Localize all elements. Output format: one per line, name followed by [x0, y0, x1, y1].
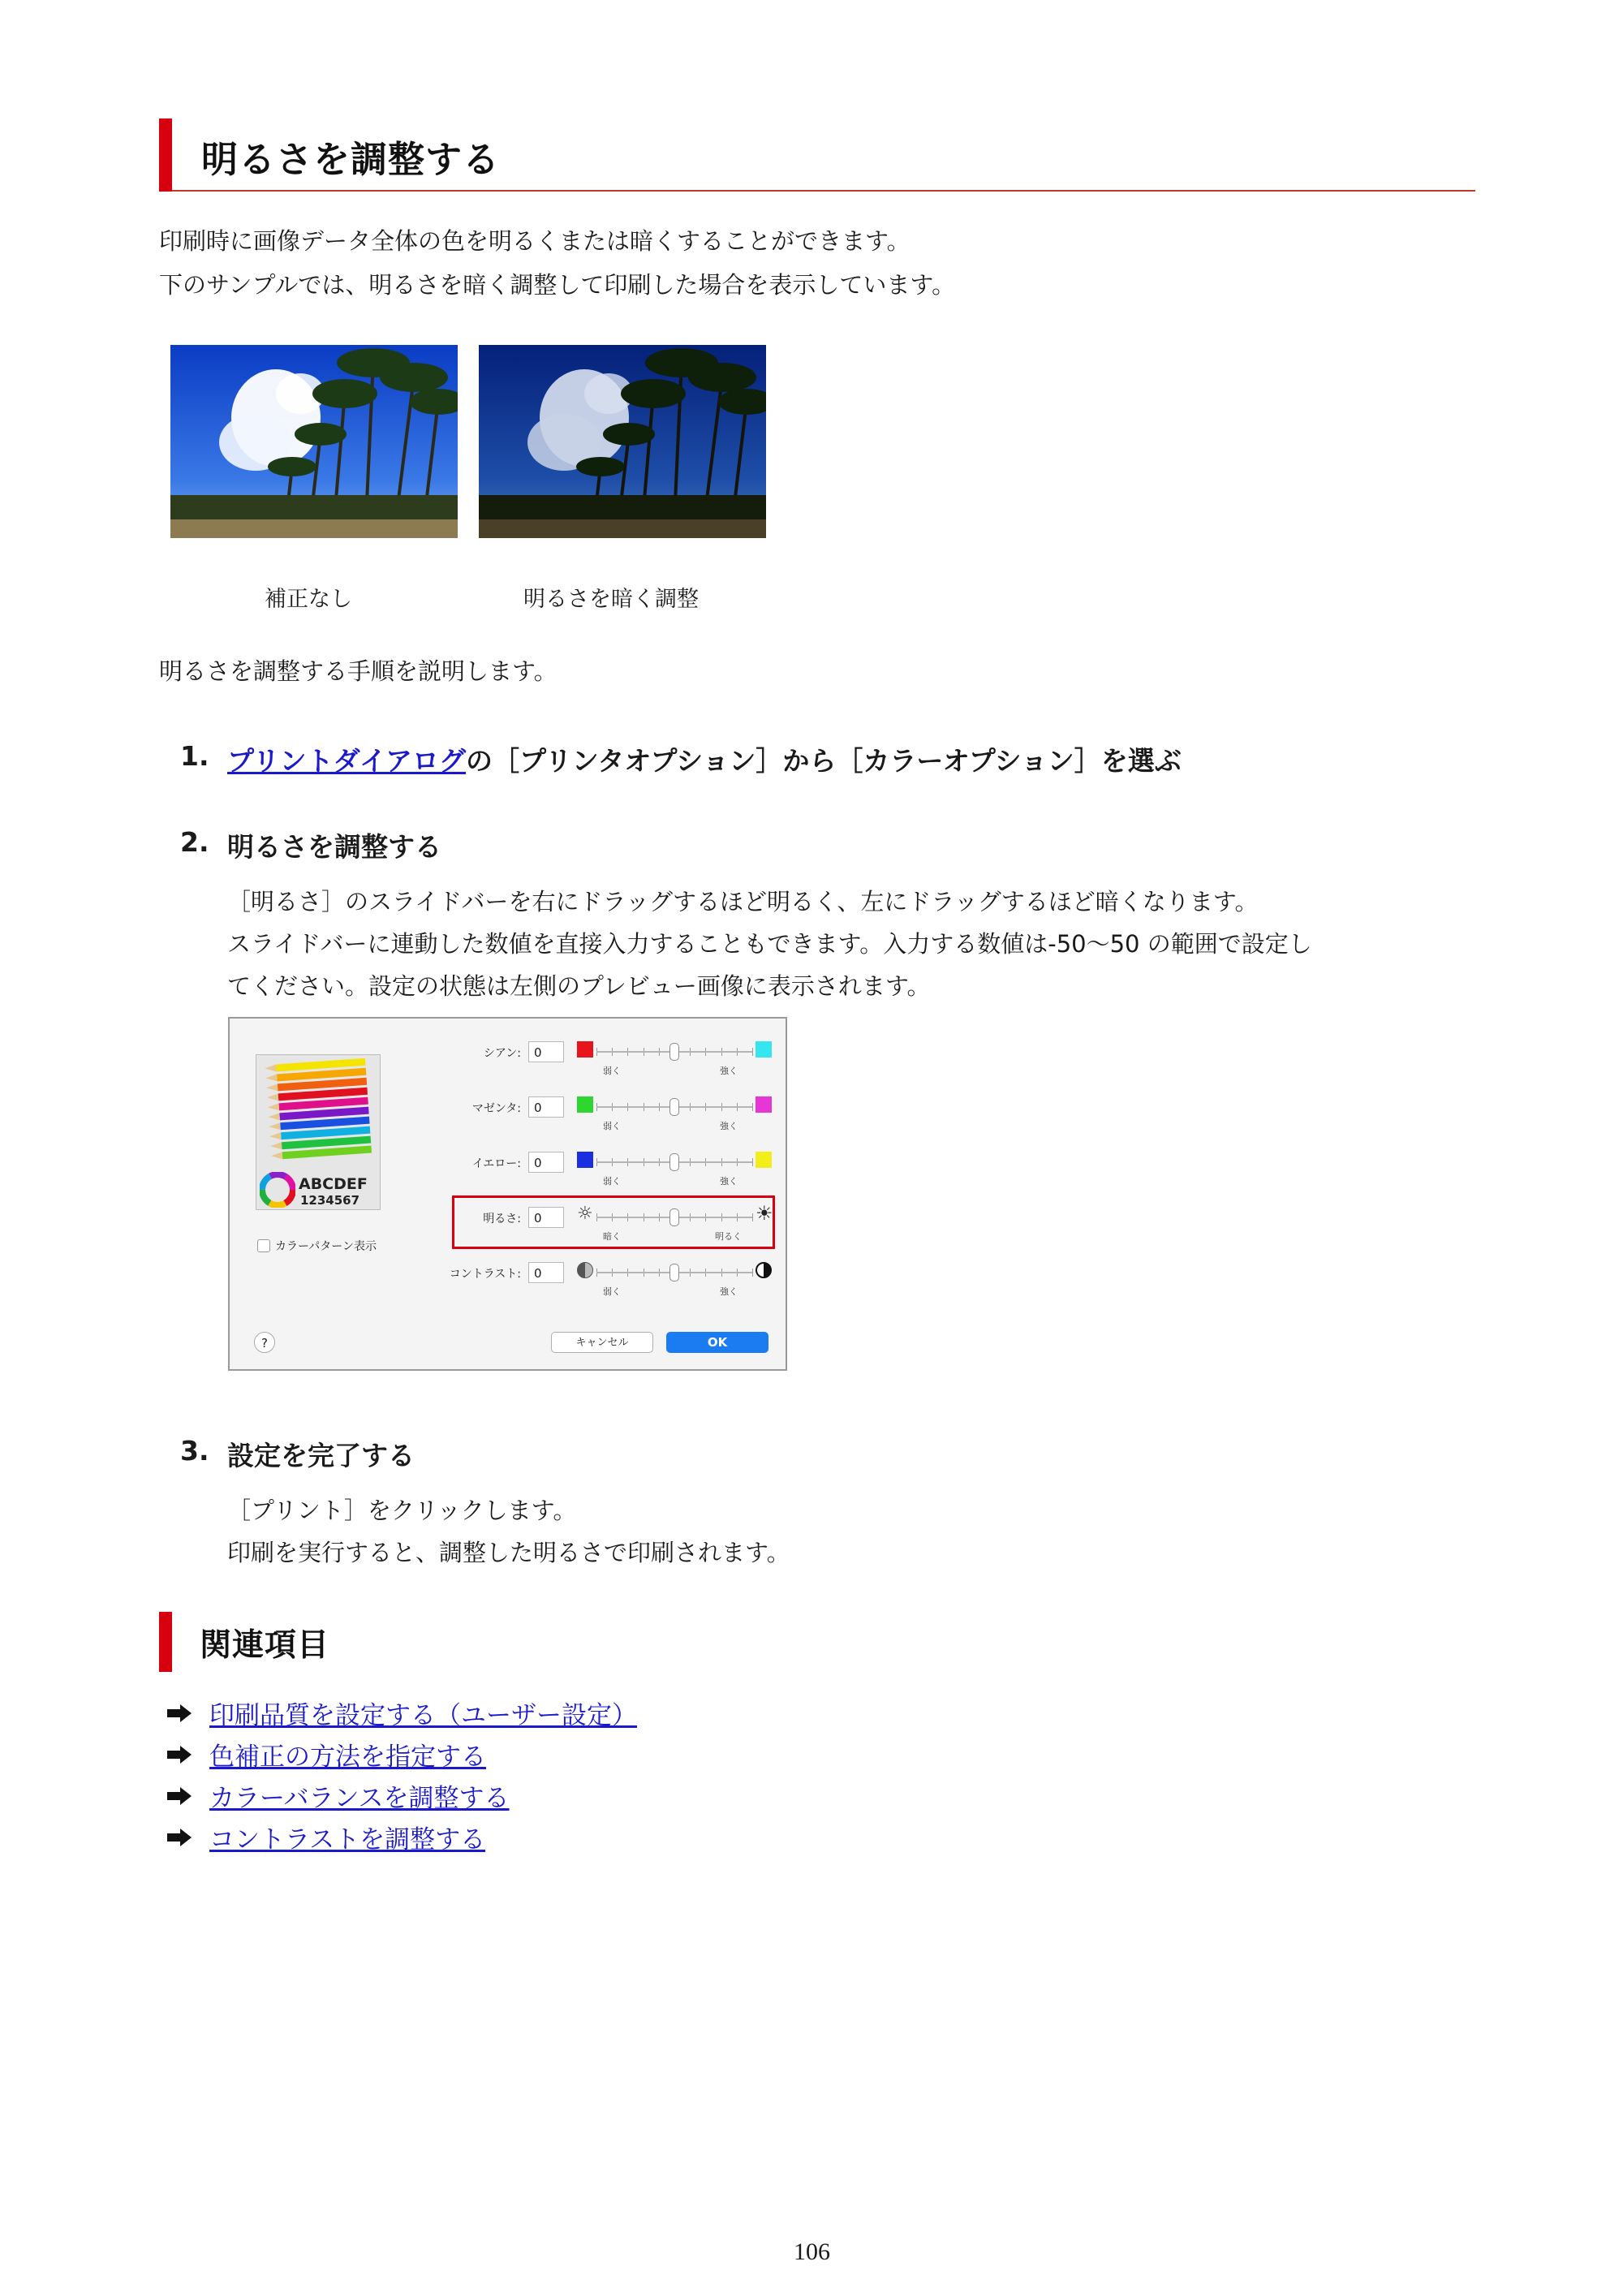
slider-tick	[752, 1269, 753, 1277]
color-pattern-label: カラーパターン表示	[275, 1240, 377, 1253]
arrow-icon	[166, 1744, 193, 1765]
contrast-low-label: 弱く	[603, 1286, 621, 1297]
arrow-icon	[166, 1827, 193, 1848]
step-2-number: 2.	[180, 826, 209, 858]
step-1-title-rest: の［プリンタオプション］から［カラーオプション］を選ぶ	[466, 745, 1182, 777]
brightness-slider-thumb[interactable]	[669, 1208, 679, 1226]
step-1-number: 1.	[180, 740, 209, 772]
cyan-slider-thumb[interactable]	[669, 1043, 679, 1061]
yellow-left-swatch	[577, 1152, 593, 1168]
procedure-intro: 明るさを調整する手順を説明します。	[159, 657, 558, 685]
brightness-high-label: 明るく	[715, 1231, 742, 1242]
color-options-dialog	[228, 1017, 787, 1371]
heading-rule	[172, 190, 1475, 192]
slider-tick	[752, 1213, 753, 1221]
magenta-slider-thumb[interactable]	[669, 1098, 679, 1116]
cyan-high-label: 強く	[720, 1066, 738, 1076]
magenta-left-swatch	[577, 1096, 593, 1113]
sample-photo-dark	[479, 345, 766, 538]
sun-dim-icon: ☼	[577, 1204, 593, 1224]
page-number: 106	[794, 2238, 830, 2265]
contrast-low-icon	[577, 1262, 593, 1278]
contrast-high-icon	[756, 1262, 772, 1278]
yellow-low-label: 弱く	[603, 1176, 621, 1187]
magenta-value-input[interactable]: 0	[528, 1096, 564, 1118]
step-1-title	[227, 740, 1182, 778]
intro-line-2: 下のサンプルでは、明るさを暗く調整して印刷した場合を表示しています。	[159, 271, 956, 299]
brightness-low-label: 暗く	[603, 1231, 621, 1242]
color-pattern-checkbox[interactable]	[257, 1239, 270, 1252]
related-accent-bar	[159, 1612, 172, 1672]
cyan-right-swatch	[756, 1041, 772, 1058]
cyan-low-label: 弱く	[603, 1066, 621, 1076]
preview-text: ABCDEF	[299, 1175, 368, 1193]
contrast-high-label: 強く	[720, 1286, 738, 1297]
sample-photo-original	[170, 345, 458, 538]
slider-tick	[752, 1103, 753, 1111]
step-3-body-1: ［プリント］をクリックします。	[227, 1497, 577, 1524]
related-link-1[interactable]: 印刷品質を設定する（ユーザー設定）	[209, 1701, 637, 1730]
magenta-label: マゼンタ:	[471, 1102, 521, 1115]
step-2-body-2: スライドバーに連動した数値を直接入力することもできます。入力する数値は-50～50 の範囲で設定し	[227, 930, 1312, 958]
caption-original: 補正なし	[265, 587, 352, 612]
related-link-4[interactable]: コントラストを調整する	[209, 1825, 486, 1854]
heading-accent-bar	[159, 118, 172, 192]
step-3-title: 設定を完了する	[227, 1440, 415, 1471]
arrow-icon	[166, 1703, 193, 1724]
color-wheel-icon	[260, 1172, 295, 1208]
step-2-title: 明るさを調整する	[227, 831, 441, 863]
cyan-value-input[interactable]: 0	[528, 1041, 564, 1062]
related-link-2[interactable]: 色補正の方法を指定する	[209, 1742, 486, 1772]
preview-image	[256, 1054, 381, 1210]
yellow-right-swatch	[756, 1152, 772, 1168]
yellow-high-label: 強く	[720, 1176, 738, 1187]
contrast-value-input[interactable]: 0	[528, 1262, 564, 1283]
intro-line-1: 印刷時に画像データ全体の色を明るくまたは暗くすることができます。	[159, 227, 911, 255]
brightness-value-input[interactable]: 0	[528, 1207, 564, 1228]
magenta-right-swatch	[756, 1096, 772, 1113]
related-link-3[interactable]: カラーバランスを調整する	[209, 1784, 510, 1813]
contrast-label: コントラスト:	[449, 1268, 521, 1281]
ok-button[interactable]: OK	[666, 1332, 768, 1353]
magenta-high-label: 強く	[720, 1121, 738, 1131]
yellow-value-input[interactable]: 0	[528, 1152, 564, 1173]
slider-tick	[752, 1158, 753, 1166]
yellow-slider-thumb[interactable]	[669, 1153, 679, 1171]
cancel-button[interactable]: キャンセル	[551, 1332, 653, 1353]
sun-bright-icon: ☀	[756, 1202, 773, 1225]
step-3-number: 3.	[180, 1435, 209, 1467]
magenta-low-label: 弱く	[603, 1121, 621, 1131]
step-2-body-3: てください。設定の状態は左側のプレビュー画像に表示されます。	[227, 972, 931, 1000]
brightness-label: 明るさ:	[483, 1213, 521, 1226]
slider-tick	[752, 1048, 753, 1056]
preview-number: 1234567	[300, 1193, 360, 1208]
step-3-body-2: 印刷を実行すると、調整した明るさで印刷されます。	[227, 1539, 790, 1566]
page-title: 明るさを調整する	[201, 138, 501, 181]
help-button[interactable]: ?	[254, 1332, 275, 1353]
yellow-label: イエロー:	[471, 1157, 521, 1170]
contrast-slider-thumb[interactable]	[669, 1264, 679, 1282]
step-2-body-1: ［明るさ］のスライドバーを右にドラッグするほど明るく、左にドラッグするほど暗くなります。	[227, 888, 1259, 915]
cyan-left-swatch	[577, 1041, 593, 1058]
arrow-icon	[166, 1786, 193, 1807]
print-dialog-link[interactable]: プリントダイアログ	[227, 745, 467, 777]
related-title: 関連項目	[200, 1627, 330, 1664]
cyan-label: シアン:	[483, 1047, 521, 1060]
caption-dark: 明るさを暗く調整	[523, 587, 699, 612]
